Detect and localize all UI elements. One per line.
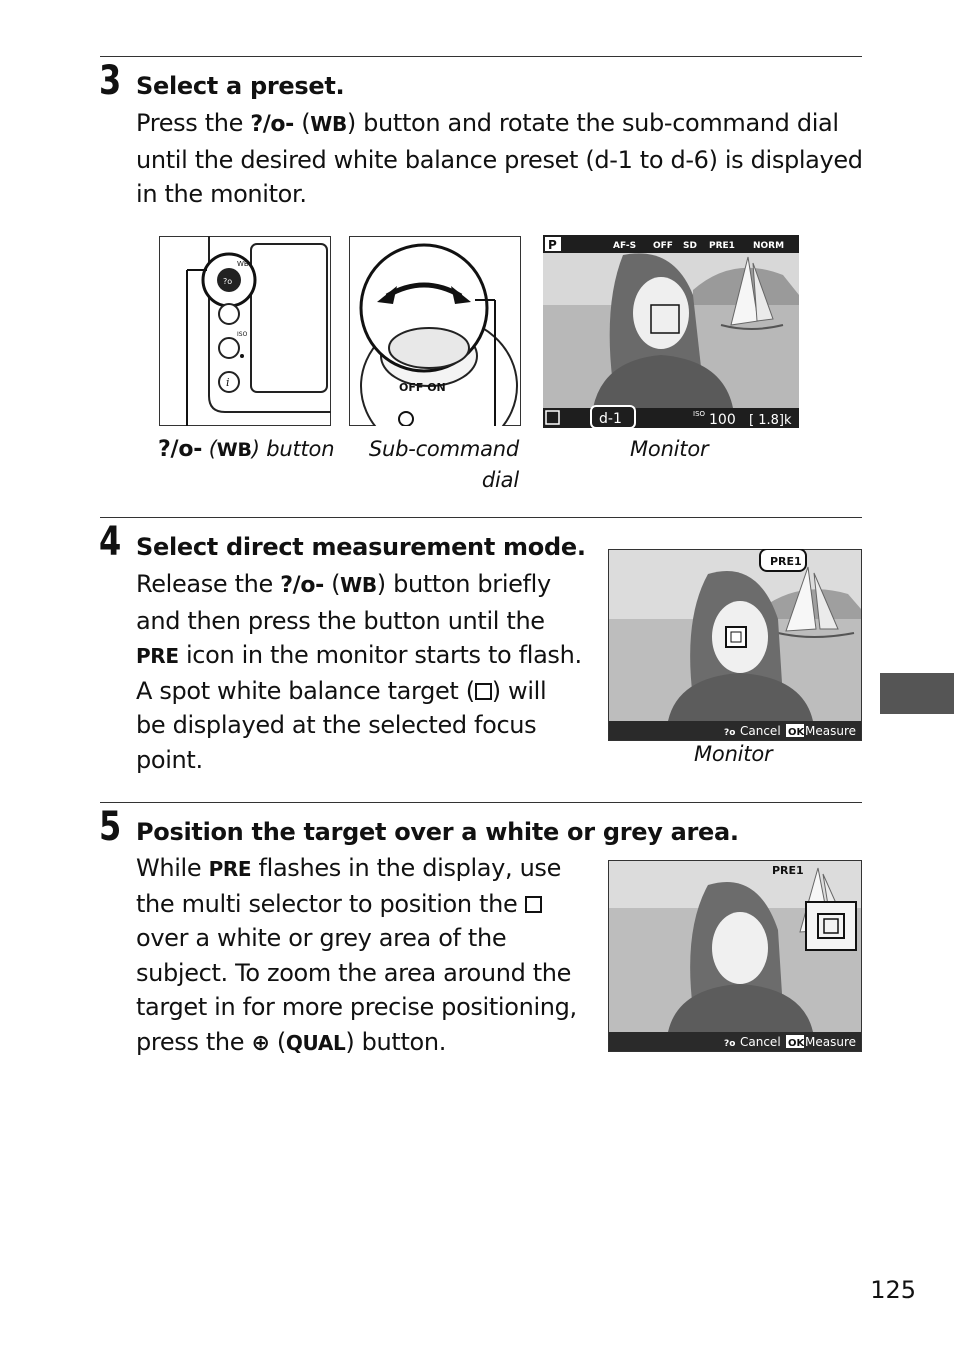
svg-text:?o: ?o <box>724 1039 736 1049</box>
iso-label: ISO <box>693 410 706 418</box>
monitor-direct-measurement <box>608 549 862 741</box>
wb-label: WB <box>310 112 347 136</box>
ok-label: OK <box>788 727 805 738</box>
caption-monitor-1: Monitor <box>630 437 709 461</box>
monitor-preset-display <box>543 235 799 428</box>
cancel-label: Cancel <box>740 724 781 738</box>
pre-badge: PRE1 <box>770 555 802 568</box>
svg-text:OFF ON: OFF ON <box>399 381 446 394</box>
zoom-in-icon: ⊕ <box>251 1030 270 1056</box>
sub-command-dial-illustration <box>349 236 521 426</box>
step-4-body: Release the ?/o- (WB) button briefly and then press the button until the PRE icon in the monitor starts to flash. A spot white balance target ( ) will be displayed at the selected focus point. <box>136 570 582 774</box>
top-icon-off: OFF <box>653 241 673 251</box>
shots-remaining: [ 1.8]k <box>749 413 792 428</box>
step-5-title: Position the target over a white or grey area. <box>136 818 739 846</box>
shooting-mode: P <box>548 238 557 252</box>
step-4-number: 4 <box>99 519 121 565</box>
spot-target-icon <box>525 896 542 913</box>
step-5-number: 5 <box>99 804 121 850</box>
measure-label: Measure <box>805 1035 856 1049</box>
divider-step-4 <box>100 517 862 518</box>
camera-buttons-illustration <box>159 236 331 426</box>
measure-label: Measure <box>805 724 856 738</box>
spot-target-icon <box>475 683 492 700</box>
divider-step-3 <box>100 56 862 57</box>
step-3-number: 3 <box>99 58 121 104</box>
svg-text:WB: WB <box>237 260 249 268</box>
top-icon-norm: NORM <box>753 241 785 251</box>
svg-text:ISO: ISO <box>237 331 248 338</box>
svg-text:i: i <box>226 376 230 389</box>
cancel-label: Cancel <box>740 1035 781 1049</box>
iso-value: 100 <box>709 412 736 428</box>
top-icon-pre: PRE1 <box>709 241 735 251</box>
top-icon-af: AF-S <box>613 241 637 251</box>
protect-key-icon: ?/o- <box>250 112 294 137</box>
top-icon-sd: SD <box>683 241 697 251</box>
pre-badge: PRE1 <box>772 864 804 877</box>
caption-monitor-2: Monitor <box>694 742 773 766</box>
caption-sub-command-dial: Sub-command dial <box>368 437 519 492</box>
ok-label: OK <box>788 1038 805 1049</box>
monitor-target-position <box>608 860 862 1052</box>
svg-text:?o: ?o <box>724 728 736 738</box>
step-3-text: Press the <box>136 109 251 137</box>
section-tab <box>880 673 954 714</box>
svg-text:?o: ?o <box>223 277 233 286</box>
step-3-title: Select a preset. <box>136 72 345 100</box>
pre-label: PRE <box>136 644 179 669</box>
pre-label: PRE <box>208 857 252 881</box>
page-number: 125 <box>870 1276 916 1304</box>
protect-key-icon: ?/o- <box>280 573 324 598</box>
divider-step-5 <box>100 802 862 803</box>
step-5-body: While PRE flashes in the display, use the multi selector to position the over a white or grey area of the subject. To zoom the area around the target in for more precise positioning, press the ⊕ (QUAL) button. <box>136 854 577 1056</box>
caption-wb-button: ?/o- (WB) button <box>158 437 335 462</box>
step-4-title: Select direct measurement mode. <box>136 533 586 561</box>
white-balance-preset: d-1 <box>599 411 622 427</box>
step-3-body: Press the ?/o- (WB) button and rotate the sub-command dial until the desired white balance preset (d-1 to d-6) is displayed in the monitor. <box>136 109 863 209</box>
